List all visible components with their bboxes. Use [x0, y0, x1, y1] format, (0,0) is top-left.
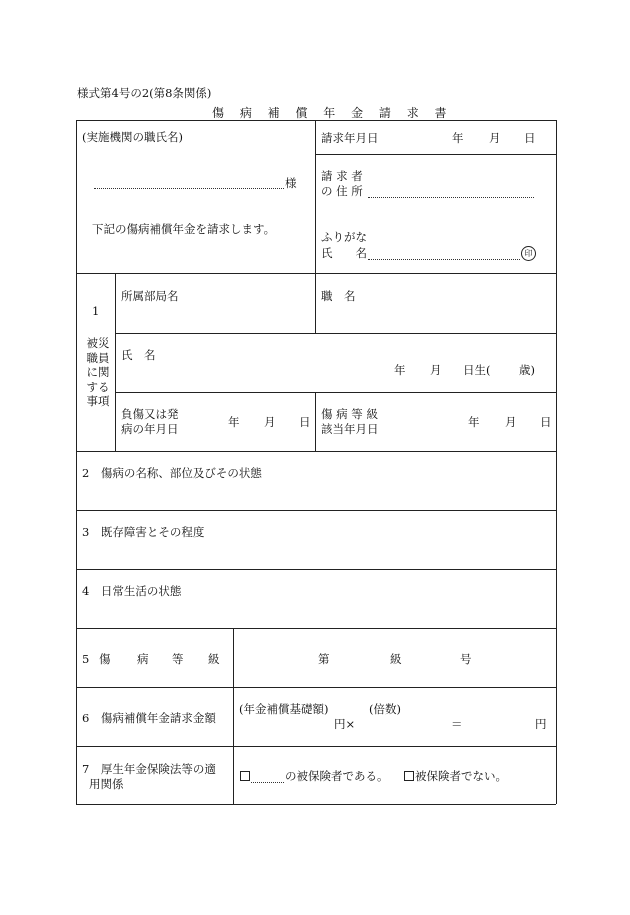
furigana-label: ふりがな [321, 230, 367, 244]
section3-top [76, 510, 556, 511]
injury-day: 日 [299, 415, 311, 429]
section1-row1-divider [315, 273, 316, 333]
not-insured-text: 被保険者でない。 [415, 769, 507, 783]
victim-name-label: 氏 名 [121, 348, 156, 362]
job-label: 職 名 [321, 289, 356, 303]
birth-month: 月 [430, 363, 442, 377]
claimant-name-line[interactable] [368, 259, 520, 260]
section5-char-1: 傷 [99, 652, 111, 666]
base-amount-label: (年金補償基礎額) [239, 702, 329, 716]
insured-checkbox[interactable] [240, 771, 250, 781]
claimant-address-line[interactable] [368, 197, 534, 198]
section1-row3-divider [315, 392, 316, 451]
request-year: 年 [452, 131, 464, 145]
request-date-label: 請求年月日 [321, 131, 379, 145]
section6-label: 6 傷病補償年金請求金額 [82, 711, 216, 725]
injury-date-label-2: 病の年月日 [121, 422, 179, 436]
section7-label-2: 用関係 [89, 777, 124, 791]
frame-top [76, 120, 556, 121]
request-text: 下記の傷病補償年金を請求します。 [92, 222, 276, 236]
sections-5-7-divider [233, 628, 234, 804]
section1-row1-bottom [115, 333, 556, 334]
yen-times: 円× [334, 717, 356, 731]
grade-go: 号 [460, 652, 472, 666]
injury-year: 年 [228, 415, 240, 429]
grade-date-label-2: 該当年月日 [321, 422, 379, 436]
agency-head-line[interactable] [94, 188, 284, 189]
request-month: 月 [489, 131, 501, 145]
grade-month: 月 [505, 415, 517, 429]
section5-top [76, 628, 556, 629]
equals-sign: ＝ [451, 717, 463, 731]
claimant-label-2: の 住 所 [321, 184, 363, 198]
form-title: 傷 病 補 償 年 金 請 求 書 [212, 106, 453, 120]
section1-label-divider [115, 273, 116, 451]
section7-label-1: 7 厚生年金保険法等の適 [82, 762, 216, 776]
section1-top [76, 273, 556, 274]
section4-top [76, 569, 556, 570]
grade-year: 年 [468, 415, 480, 429]
grade-dai: 第 [318, 652, 330, 666]
frame-bottom [76, 804, 556, 805]
age-suffix: 歳) [519, 363, 535, 377]
section5-char-2: 病 [137, 652, 149, 666]
section1-number: 1 [92, 304, 100, 318]
frame-right [556, 120, 557, 804]
top-divider [315, 120, 316, 273]
agency-head-label: (実施機関の職氏名) [82, 130, 183, 144]
form-number: 様式第4号の2(第8条関係) [77, 86, 212, 100]
grade-kyu: 級 [390, 652, 402, 666]
not-insured-checkbox[interactable] [404, 771, 414, 781]
sama-label: 様 [285, 176, 297, 190]
birth-day: 日生( [463, 363, 491, 377]
insured-text: の被保険者である。 [285, 769, 389, 783]
section4-label: 4 日常生活の状態 [82, 584, 182, 598]
injury-date-label-1: 負傷又は発 [121, 407, 179, 421]
section6-top [76, 687, 556, 688]
date-row-bottom [315, 154, 556, 155]
grade-day: 日 [540, 415, 552, 429]
section5-char-4: 級 [208, 652, 220, 666]
injury-month: 月 [264, 415, 276, 429]
section5-char-3: 等 [172, 652, 184, 666]
section1-vertical-label: 被災職員に関する事項 [86, 336, 110, 408]
multiplier-label: (倍数) [369, 702, 401, 716]
grade-date-label-1: 傷 病 等 級 [321, 407, 378, 421]
section1-row2-bottom [115, 392, 556, 393]
birth-year: 年 [394, 363, 406, 377]
section7-top [76, 746, 556, 747]
section2-label: 2 傷病の名称、部位及びその状態 [82, 466, 262, 480]
claimant-label-1: 請 求 者 [321, 169, 363, 183]
frame-left [76, 120, 77, 804]
request-day: 日 [524, 131, 536, 145]
dept-label: 所属部局名 [121, 289, 179, 303]
section2-top [76, 451, 556, 452]
yen-label: 円 [535, 717, 547, 731]
seal-icon: 印 [521, 246, 536, 261]
insurance-law-line[interactable] [251, 782, 284, 783]
section5-number: 5 [82, 652, 90, 666]
claimant-name-label: 氏 名 [321, 246, 367, 260]
section3-label: 3 既存障害とその程度 [82, 525, 205, 539]
